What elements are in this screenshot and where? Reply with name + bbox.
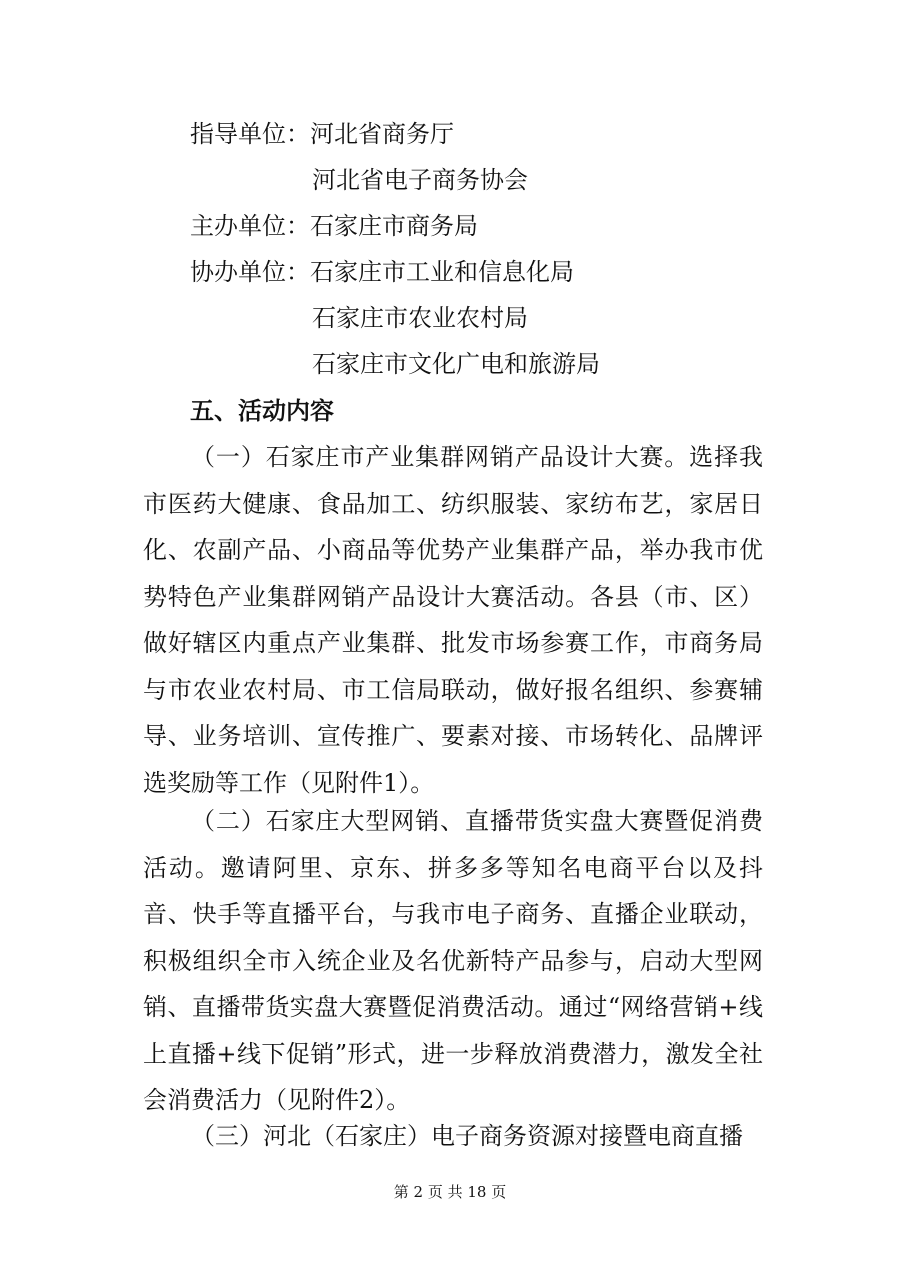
co-unit-3-row	[312, 349, 600, 379]
guidance-unit-2-row	[312, 165, 528, 195]
co-unit-2-row	[312, 303, 528, 333]
paragraph-3: （三）河北（石家庄）电子商务资源对接暨电商直播	[191, 1122, 743, 1150]
paragraph-1: （一）石家庄市产业集群网销产品设计大赛。选择我市医药大健康、食品加工、纺织服装、家纺布艺，家居日化、农副产品、小商品等优势产业集群产品，举办我市优势特色产业集群网销产品设计大赛活动。各县（市、区）做好辖区内重点产业集群、批发市场参赛工作，市商务局与市农业农村局、市工信局联动，做好报名组织、参赛辅导、业务培训、宣传推广、要素对接、市场转化、品牌评选奖励等工作（见附件1）。	[143, 443, 763, 797]
paragraph-2: （二）石家庄大型网销、直播带货实盘大赛暨促消费活动。邀请阿里、京东、拼多多等知名电商平台以及抖音、快手等直播平台，与我市电子商务、直播企业联动，积极组织全市入统企业及名优新特产品参与，启动大型网销、直播带货实盘大赛暨促消费活动。通过“网络营销+线上直播+线下促销”形式，进一步释放消费潜力，激发全社会消费活力（见附件2）。	[143, 807, 763, 1114]
host-unit-1: 石家庄市商务局	[310, 212, 478, 240]
host-label: 主办单位：	[190, 212, 310, 240]
host-row	[190, 211, 478, 241]
guidance-unit-1: 河北省商务厅	[310, 120, 454, 148]
guidance-label: 指导单位：	[190, 120, 310, 148]
co-label: 协办单位：	[190, 258, 310, 286]
co-row	[190, 257, 574, 287]
guidance-row	[190, 119, 454, 149]
co-unit-1: 石家庄市工业和信息化局	[310, 258, 574, 286]
page-number-footer: 第 2 页 共 18 页	[393, 1183, 507, 1201]
guidance-unit-2: 河北省电子商务协会	[312, 166, 528, 194]
co-unit-3: 石家庄市文化广电和旅游局	[312, 350, 600, 378]
section-heading: 五、活动内容	[190, 397, 334, 425]
co-unit-2: 石家庄市农业农村局	[312, 304, 528, 332]
